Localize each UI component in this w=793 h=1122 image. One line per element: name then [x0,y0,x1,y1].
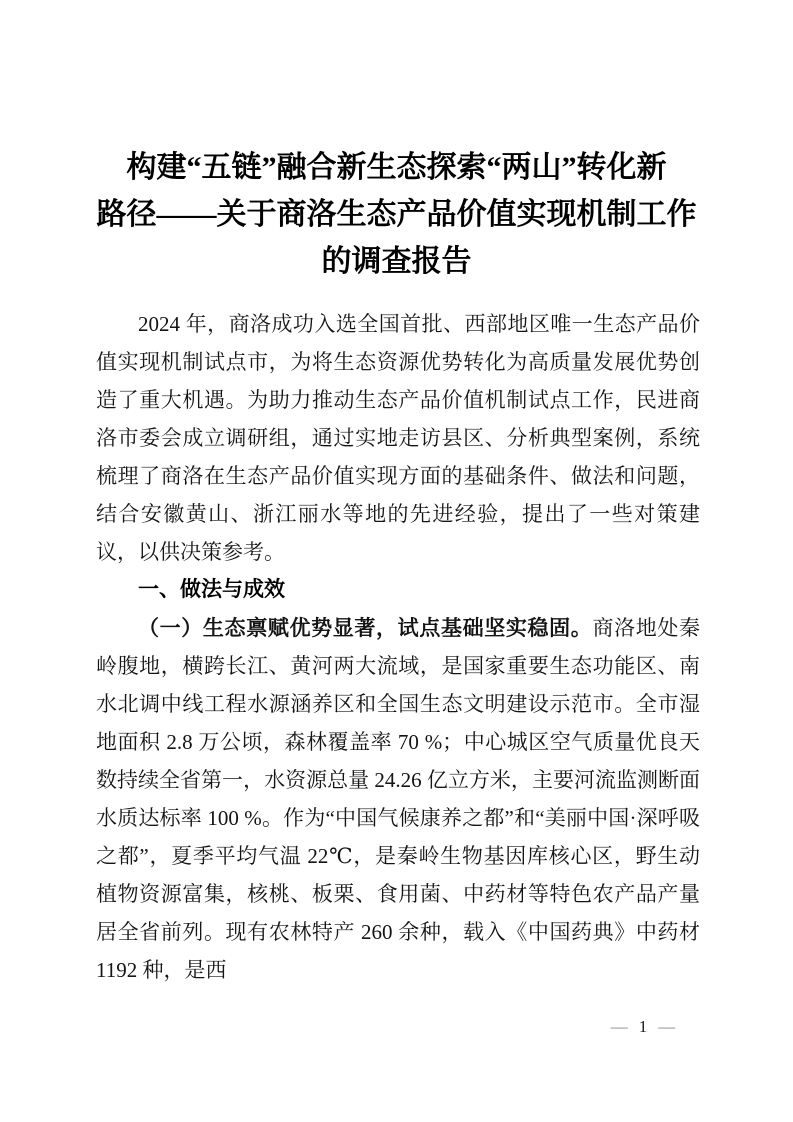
document-title-line-2: 路径——关于商洛生态产品价值实现机制工作 [96,198,697,231]
intro-paragraph: 2024 年，商洛成功入选全国首批、西部地区唯一生态产品价值实现机制试点市，为将生态资源优势转化为高质量发展优势创造了重大机遇。为助力推动生态产品价值机制试点工作，民进商洛市委会成立调研组，通过实地走访县区、分析典型案例，系统梳理了商洛在生态产品价值实现方面的基础条件、做法和问题，结合安徽黄山、浙江丽水等地的先进经验，提出了一些对策建议，以供决策参考。 [96,312,700,564]
document-body [96,305,700,989]
page-number: 1 [638,1017,648,1036]
document-title [80,144,713,285]
document-title-line-3: 的调查报告 [321,245,472,278]
page-number-dash-left: — [610,1017,628,1036]
page-number-dash-right: — [658,1017,676,1036]
section-heading: 一、做法与成效 [138,578,285,601]
subsection-body-text: 商洛地处秦岭腹地，横跨长江、黄河两大流域，是国家重要生态功能区、南水北调中线工程水源涵养区和全国生态文明建设示范市。全市湿地面积 2.8 万公顷，森林覆盖率 70 %；中心城区空气质量优良天数持续全省第一，水资源总量 24.26 亿立方米，主要河流监测断面水质达标率 100 %。作为“中国气候康养之都”和“美丽中国·深呼吸之都”，夏季平均气温 22℃，是秦岭生物基因库核心区，野生动植物资源富集，核桃、板栗、食用菌、中药材等特色农产品产量居全省前列。现有农林特产 260 余种，载入《中国药典》中药材 1192 种，是西 [96,616,701,982]
subsection-paragraph [96,609,700,989]
page-footer [560,1014,726,1040]
subsection-lead: （一）生态禀赋优势显著，试点基础坚实稳固。 [138,616,593,640]
document-title-line-1: 构建“五链”融合新生态探索“两山”转化新 [126,151,667,184]
